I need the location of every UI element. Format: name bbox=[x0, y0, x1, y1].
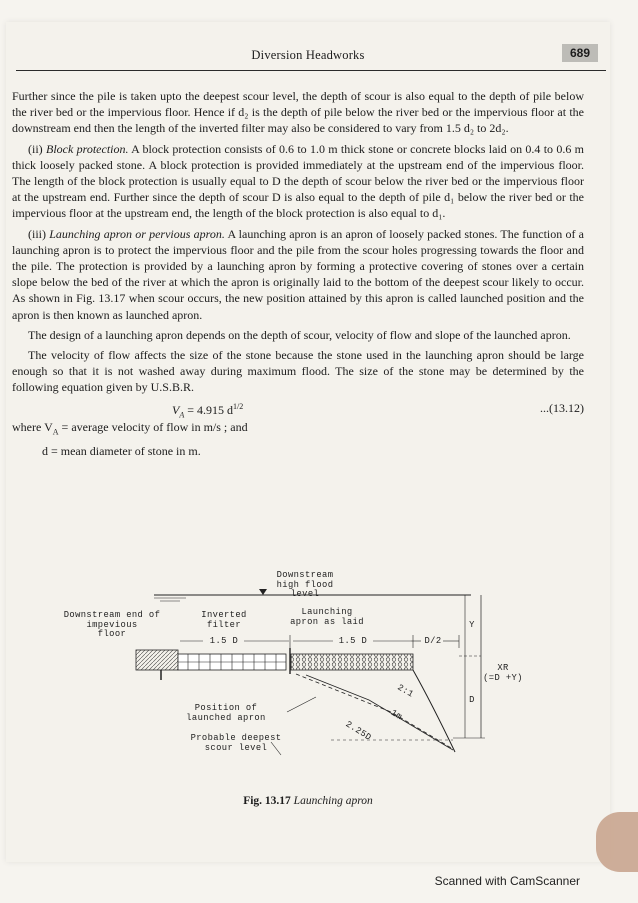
running-header: Diversion Headworks bbox=[251, 48, 365, 62]
label-1-5d-left: 1.5 D bbox=[209, 636, 239, 646]
term-launching-apron: Launching apron or pervious apron. bbox=[49, 226, 225, 241]
where-lead: where V bbox=[12, 419, 53, 434]
label-2-25d: 2.25D bbox=[343, 719, 374, 743]
where-block bbox=[12, 419, 584, 460]
body-text bbox=[12, 88, 584, 459]
equation-number: ...(13.12) bbox=[540, 400, 584, 415]
scanner-watermark: Scanned with CamScanner bbox=[434, 874, 580, 888]
where-row-velocity bbox=[12, 419, 584, 441]
paragraph-design: The design of a launching apron depends on the depth of scour, velocity of flow and slope of the launched apron. bbox=[28, 327, 571, 342]
page-number: 689 bbox=[562, 44, 598, 62]
impervious-floor bbox=[136, 650, 178, 670]
label-1m: 1m bbox=[388, 707, 404, 723]
figure-launching-apron bbox=[61, 562, 531, 772]
caption-number: Fig. 13.17 bbox=[243, 795, 291, 807]
paragraph-pile-depth: Further since the pile is taken upto the deepest scour level, the depth of scour is also equal to the depth of pile below the river bed or the impervious floor. Hence if d₂ is the depth of pile below the river bed or the impervious floor at the downstream end then the length of the inverted filter may also be considered to vary from 1.5 d₂ to 2d₂. bbox=[12, 89, 584, 136]
label-launching-apron: Launching apron as laid bbox=[290, 607, 364, 627]
label-y: Y bbox=[469, 620, 475, 630]
paragraph-body: A block protection consists of 0.6 to 1.0 m thick stone or concrete blocks laid on 0.4 to 0.6 m thick loosely packed stone. A block protection is provided immediately at the upstream end of the impervious floor. The length of the block protection is usually equal to D the depth of scour below the river bed or the impervious floor at the upstream end. Further since the depth of scour D is also equal to the depth of pile d₁ below the river bed or the impervious floor at the upstream end, the length of the block protection is also equal to d₁. bbox=[12, 141, 584, 221]
paragraph-block-protection bbox=[12, 141, 584, 222]
paragraph-body: A launching apron is an apron of loosely packed stones. The function of a launching apron is to protect the impervious floor and the pile from the scour holes progressing towards the floor and the pile. The protection is provided by a launching apron by forming a protective covering of stones over a certain slope below the bed of the river at which the apron is originally laid to the bottom of the deepest scour likely to occur. As shown in Fig. 13.17 when scour occurs, the new position attained by this apron is called launched position and the apron is then known as launched apron. bbox=[12, 226, 585, 322]
term-block-protection: Block protection. bbox=[45, 141, 129, 156]
label-xr: XR (=D +Y) bbox=[483, 663, 523, 683]
item-number: (ii) bbox=[28, 141, 46, 156]
label-d: D bbox=[469, 695, 475, 705]
paragraph-velocity: The velocity of flow affects the size of the stone because the stone used in the launching apron should be large enough so that it is not washed away during maximum flood. The size of the stone may be determined by the following equation given by U.S.B.R. bbox=[12, 348, 584, 395]
leader-position bbox=[287, 697, 316, 712]
equation-row bbox=[12, 399, 584, 420]
inverted-filter-blocks bbox=[178, 654, 286, 670]
eq-lhs: V bbox=[172, 402, 180, 417]
figure-caption bbox=[6, 795, 610, 807]
label-1-5d-right: 1.5 D bbox=[338, 636, 368, 646]
label-deepest-scour: Probable deepest scour level bbox=[190, 733, 282, 753]
launched-apron-line bbox=[306, 675, 453, 750]
launching-apron-as-laid bbox=[291, 654, 413, 670]
finger-shadow bbox=[596, 812, 638, 872]
eq-superscript: 1/2 bbox=[233, 401, 244, 411]
scanned-page bbox=[6, 22, 610, 862]
label-position-launched: Position of launched apron bbox=[186, 703, 266, 723]
paragraph-launching-apron bbox=[12, 226, 584, 323]
header-rule bbox=[16, 70, 606, 71]
eq-rhs: = 4.915 d bbox=[184, 402, 234, 417]
eq-subscript: A bbox=[179, 410, 185, 420]
label-slope: 2:1 bbox=[395, 682, 416, 700]
where-subscript: A bbox=[52, 427, 59, 437]
where-row-diameter: d = mean diameter of stone in m. bbox=[42, 444, 201, 459]
label-hfl: Downstream high flood level bbox=[276, 570, 334, 599]
launched-apron-slope bbox=[296, 674, 453, 749]
label-d-half: D/2 bbox=[424, 636, 442, 646]
label-inverted-filter: Inverted filter bbox=[201, 610, 247, 630]
equation bbox=[172, 399, 243, 424]
item-number: (iii) bbox=[28, 226, 50, 241]
caption-title: Launching apron bbox=[293, 795, 373, 807]
where-text: = average velocity of flow in m/s ; and bbox=[58, 419, 248, 434]
label-downstream-end: Downstream end of impevious floor bbox=[63, 610, 161, 639]
